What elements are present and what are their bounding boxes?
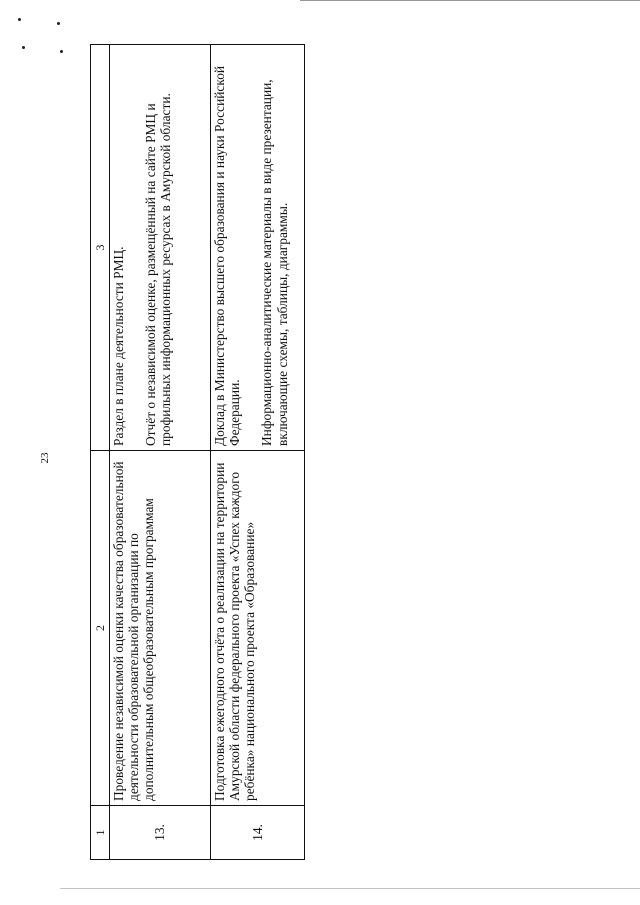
- activity-cell: Проведение независимой оценки качества образовательной деятельности образовательной организации по дополнительным общеобразовательным программам: [110, 451, 211, 806]
- rotated-table-wrapper: [90, 45, 306, 860]
- scan-speck: [60, 50, 63, 53]
- scan-edge-line: [60, 888, 640, 889]
- results-cell: [110, 45, 211, 451]
- page-number: 23: [39, 452, 51, 464]
- scan-speck: [22, 46, 25, 49]
- result-item: Раздел в плане деятельности РМЦ.: [111, 246, 126, 446]
- header-col-2: 2: [91, 451, 110, 806]
- plan-table: [90, 44, 305, 860]
- header-col-3: 3: [91, 45, 110, 451]
- result-item: Информационно-аналитические материалы в виде презентации, включающие схемы, таблицы, диаграммы.: [259, 79, 290, 446]
- row-number: 13.: [110, 806, 211, 860]
- result-item: Отчёт о независимой оценке, размещённый на сайте РМЦ и профильных информационных ресурсах в Амурской области.: [143, 93, 174, 446]
- table-header-row: [91, 45, 110, 860]
- results-cell: [211, 45, 305, 451]
- result-item: Доклад в Министерство высшего образования и науки Российской Федерации.: [212, 65, 243, 446]
- header-col-1: 1: [91, 806, 110, 860]
- scan-edge-line: [300, 0, 640, 1]
- table-row: [211, 45, 305, 860]
- scan-speck: [57, 22, 60, 25]
- table-row: [110, 45, 211, 860]
- row-number: 14.: [211, 806, 305, 860]
- scan-speck: [18, 18, 21, 21]
- activity-cell: Подготовка ежегодного отчёта о реализации на территории Амурской области федерального проекта «Успех каждого ребёнка» национального проекта «Образование»: [211, 451, 305, 806]
